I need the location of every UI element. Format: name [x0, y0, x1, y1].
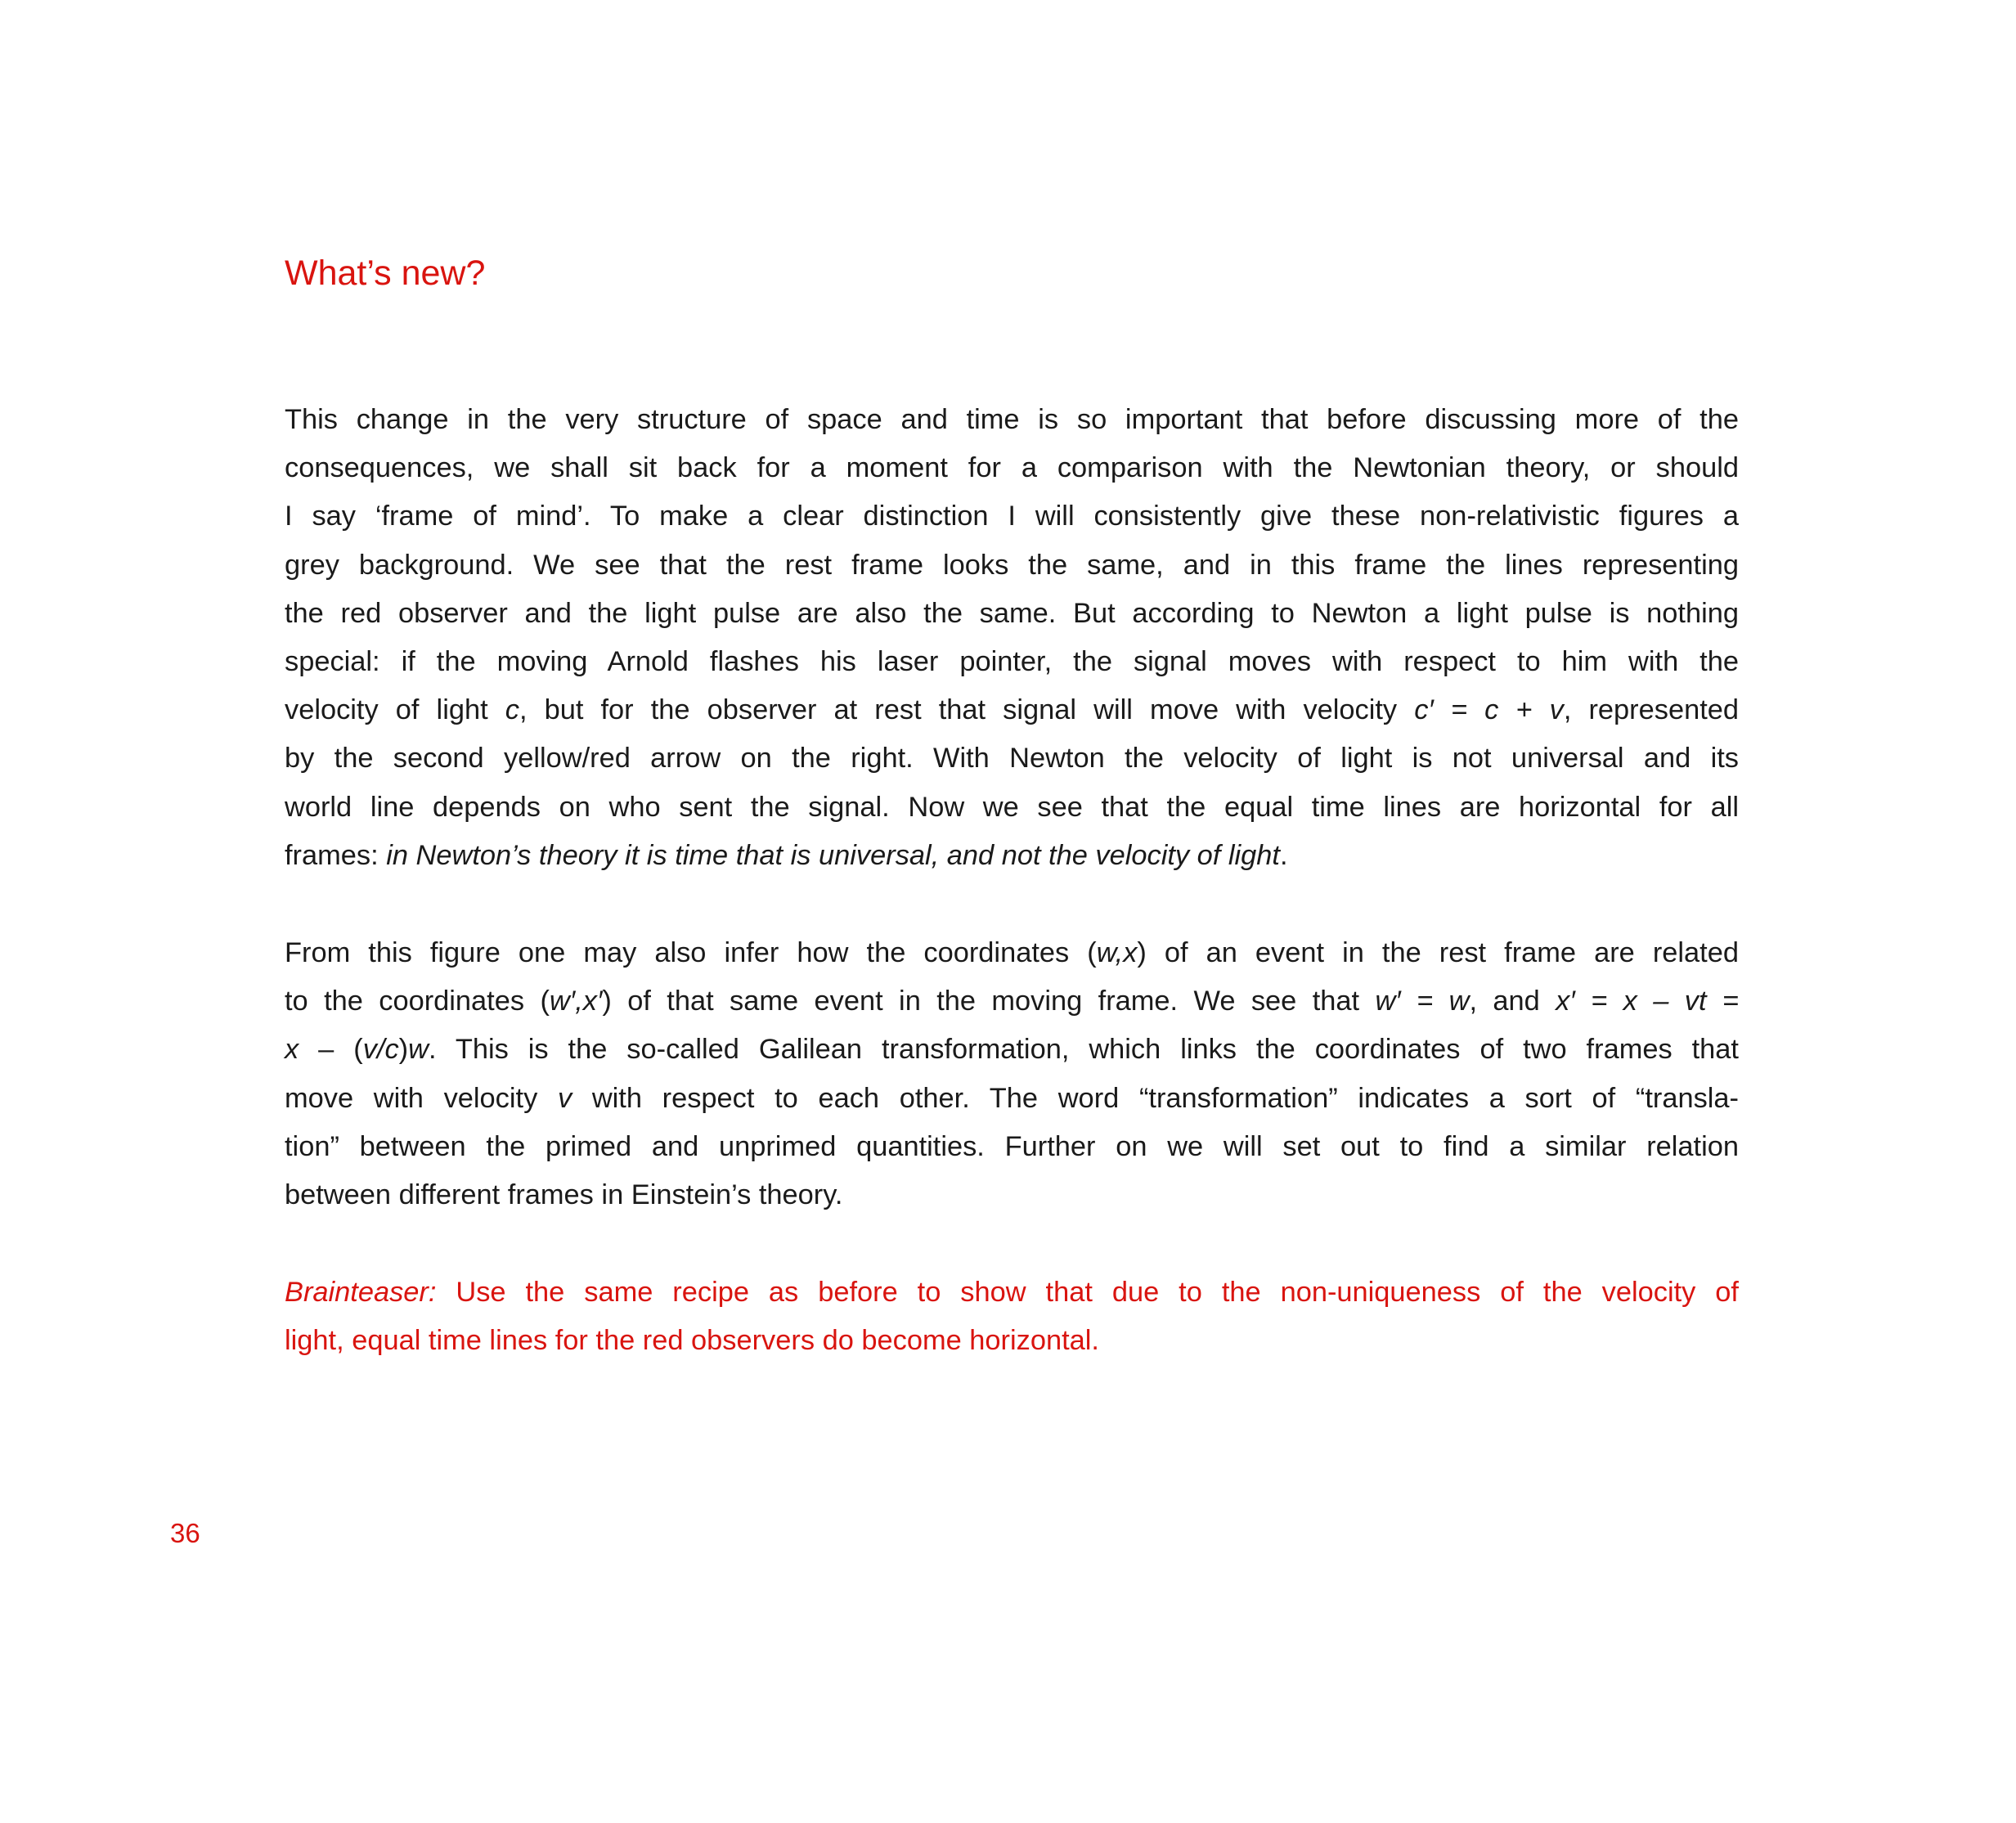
text-line: the red observer and the light pulse are also the same. But according to Newton a light pulse is nothing — [285, 597, 1739, 629]
text-line — [285, 977, 1739, 1026]
text-line: world line depends on who sent the signal. Now we see that the equal time lines are horizontal for all — [285, 791, 1739, 823]
math-symbol: w — [408, 1034, 429, 1066]
text-run: ) of that same event in the moving frame. We see that — [602, 986, 1376, 1017]
text-run: – ( — [299, 1034, 363, 1066]
text-line: consequences, we shall sit back for a moment for a comparison with the Newtonian theory, or should — [285, 452, 1739, 484]
text-line: between different frames in Einstein’s theory. — [285, 1179, 843, 1211]
math-equation: c′ = c + v — [1414, 694, 1564, 726]
text-run: . — [1279, 839, 1288, 871]
text-run: velocity of light — [285, 694, 505, 726]
paragraph-newtonian-comparison — [285, 396, 1739, 880]
text-line — [285, 1026, 1739, 1074]
text-run: From this figure one may also infer how the coordinates ( — [285, 937, 1097, 968]
math-symbol: w′,x′ — [549, 986, 603, 1017]
brainteaser — [285, 1268, 1739, 1365]
text-run: ) — [398, 1034, 409, 1066]
brainteaser-label: Brainteaser: — [285, 1277, 437, 1308]
text-line: I say ‘frame of mind’. To make a clear distinction I will consistently give these non-relativistic figures a — [285, 501, 1739, 532]
text-line — [285, 929, 1739, 977]
text-line — [285, 1268, 1739, 1317]
text-line: tion” between the primed and unprimed quantities. Further on we will set out to find a similar relation — [285, 1130, 1739, 1162]
text-line: by the second yellow/red arrow on the right. With Newton the velocity of light is not universal and its — [285, 743, 1739, 775]
text-run: . This is the so-called Galilean transformation, which links the coordinates of two frames that — [428, 1034, 1739, 1066]
text-run: to the coordinates ( — [285, 986, 550, 1017]
text-line — [285, 686, 1739, 734]
text-line: This change in the very structure of space and time is so important that before discussing more of the — [285, 404, 1739, 435]
math-symbol: w,x — [1096, 937, 1138, 968]
text-run: , but for the observer at rest that signal will move with velocity — [519, 694, 1415, 726]
text-run: , represented — [1563, 694, 1740, 726]
text-line: light, equal time lines for the red observers do become horizontal. — [285, 1325, 1099, 1357]
text-line: grey background. We see that the rest frame looks the same, and in this frame the lines representing — [285, 549, 1739, 581]
math-symbol: v/c — [362, 1034, 399, 1066]
math-symbol: c — [505, 694, 519, 726]
text-run: move with velocity — [285, 1082, 558, 1114]
text-run: ) of an event in the rest frame are related — [1137, 937, 1739, 968]
text-run: frames: — [285, 839, 387, 871]
text-line — [285, 832, 1739, 880]
math-symbol: v — [557, 1082, 572, 1114]
emphasized-statement: in Newton’s theory it is time that is universal, and not the velocity of light — [386, 839, 1280, 871]
text-line — [285, 1075, 1739, 1123]
text-run: with respect to each other. The word “transformation” indicates a sort of “transla- — [572, 1082, 1740, 1114]
math-equation: w′ = w — [1375, 986, 1470, 1017]
section-heading: What’s new? — [285, 254, 486, 293]
text-run: Use the same recipe as before to show that due to the non-uniqueness of the velocity of — [436, 1277, 1739, 1308]
paragraph-galilean-transformation — [285, 929, 1739, 1219]
math-equation: x′ = x – vt = — [1556, 986, 1739, 1017]
page-number: 36 — [170, 1518, 200, 1548]
text-line: special: if the moving Arnold flashes his laser pointer, the signal moves with respect to him with the — [285, 646, 1739, 678]
text-run: , and — [1469, 986, 1556, 1017]
math-symbol: x — [285, 1034, 299, 1066]
